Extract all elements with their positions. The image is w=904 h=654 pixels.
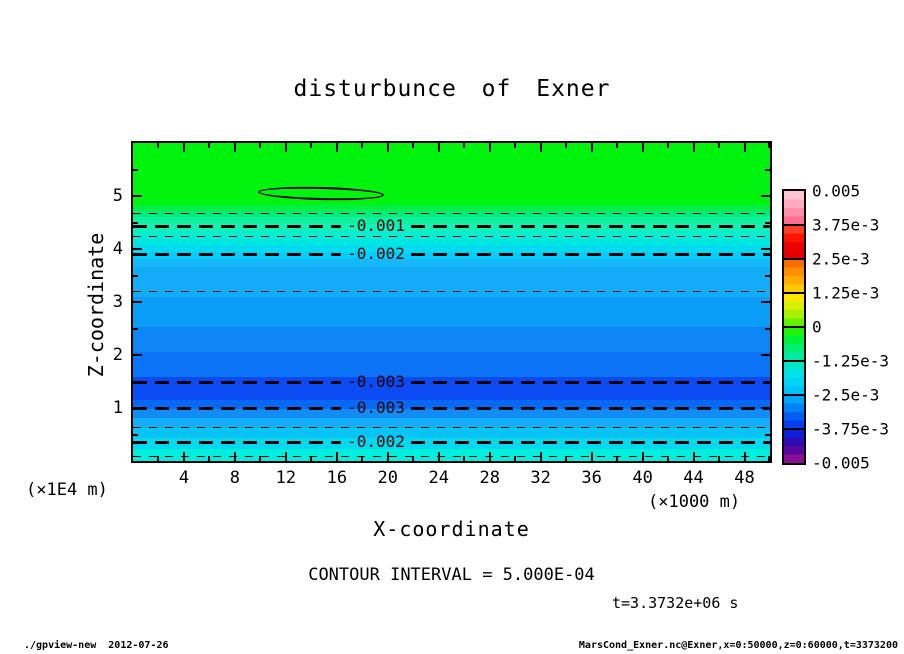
axis-tick xyxy=(234,143,236,152)
contour-line xyxy=(133,456,770,457)
y-tick-label: 5 xyxy=(112,186,123,206)
axis-tick xyxy=(133,275,138,277)
axis-tick xyxy=(133,301,142,303)
axis-tick xyxy=(157,143,159,148)
axis-tick xyxy=(133,169,138,171)
colorbar-tick-label: 3.75e-3 xyxy=(812,215,880,235)
axis-tick xyxy=(761,248,770,250)
contour-fill-field xyxy=(133,143,770,461)
contour-line xyxy=(133,407,341,410)
axis-tick xyxy=(540,143,542,152)
plot-area xyxy=(131,141,772,463)
axis-tick xyxy=(765,328,770,330)
colorbar-divider xyxy=(784,292,804,294)
contour-line xyxy=(133,253,341,256)
axis-tick xyxy=(133,381,138,383)
x-tick-label: 40 xyxy=(632,468,653,488)
axis-tick xyxy=(336,143,338,152)
y-tick-label: 3 xyxy=(112,292,123,312)
axis-tick xyxy=(133,222,138,224)
axis-tick xyxy=(667,143,669,148)
axis-tick xyxy=(208,143,210,148)
contour-line xyxy=(411,441,770,444)
axis-tick xyxy=(133,354,142,356)
axis-tick xyxy=(514,143,516,148)
x-tick-label: 32 xyxy=(530,468,551,488)
colorbar-tick-label: -0.005 xyxy=(812,453,870,473)
axis-tick xyxy=(133,434,138,436)
axis-tick xyxy=(642,452,644,461)
contour-line xyxy=(411,253,770,256)
axis-tick xyxy=(183,143,185,152)
axis-tick xyxy=(133,328,138,330)
x-tick-label: 20 xyxy=(377,468,399,488)
axis-tick xyxy=(591,452,593,461)
y-axis-unit: (×1E4 m) xyxy=(26,480,108,500)
contour-line xyxy=(133,427,770,428)
contour-line xyxy=(411,407,770,410)
axis-tick xyxy=(157,456,159,461)
y-tick-label: 2 xyxy=(112,345,123,365)
axis-tick xyxy=(489,452,491,461)
axis-tick xyxy=(310,456,312,461)
colorbar-divider xyxy=(784,428,804,430)
x-tick-label: 16 xyxy=(326,468,348,488)
time-caption: t=3.3732e+06 s xyxy=(612,594,739,612)
x-tick-label: 12 xyxy=(275,468,297,488)
contour-line xyxy=(133,236,770,237)
contour-label: -0.003 xyxy=(347,398,405,417)
contour-label: -0.003 xyxy=(347,372,405,391)
axis-tick xyxy=(693,452,695,461)
axis-tick xyxy=(438,452,440,461)
contour-label: -0.001 xyxy=(347,216,405,235)
x-tick-label: 36 xyxy=(581,468,602,488)
contour-line xyxy=(133,213,770,214)
axis-tick xyxy=(361,143,363,148)
axis-tick xyxy=(761,195,770,197)
axis-tick xyxy=(744,143,746,152)
y-tick-label: 4 xyxy=(112,239,123,259)
axis-tick xyxy=(616,456,618,461)
colorbar-divider xyxy=(784,360,804,362)
axis-tick xyxy=(718,143,720,148)
axis-tick xyxy=(765,275,770,277)
x-tick-label: 28 xyxy=(479,468,500,488)
colorbar-tick-label: 1.25e-3 xyxy=(812,283,880,303)
x-tick-label: 8 xyxy=(229,468,241,488)
axis-tick xyxy=(463,143,465,148)
colorbar-divider xyxy=(784,258,804,260)
colorbar-tick-label: 0.005 xyxy=(812,181,861,201)
axis-tick xyxy=(387,143,389,152)
axis-tick xyxy=(565,143,567,148)
axis-tick xyxy=(259,143,261,148)
colorbar-divider xyxy=(784,394,804,396)
axis-tick xyxy=(285,452,287,461)
axis-tick xyxy=(336,452,338,461)
axis-tick xyxy=(489,143,491,152)
x-tick-label: 44 xyxy=(683,468,704,488)
colorbar-tick-label: -3.75e-3 xyxy=(812,419,890,439)
axis-tick xyxy=(718,456,720,461)
y-tick-label: 1 xyxy=(112,398,123,418)
axis-tick xyxy=(412,456,414,461)
axis-tick xyxy=(133,407,142,409)
axis-tick xyxy=(765,222,770,224)
colorbar-tick-label: 2.5e-3 xyxy=(812,249,870,269)
x-tick-label: 48 xyxy=(734,468,755,488)
axis-tick xyxy=(183,452,185,461)
x-tick-label: 4 xyxy=(178,468,190,488)
colorbar-tick-label: -2.5e-3 xyxy=(812,385,880,405)
axis-tick xyxy=(463,456,465,461)
axis-tick xyxy=(133,195,142,197)
contour-line xyxy=(133,291,770,292)
axis-tick xyxy=(768,456,770,461)
colorbar-tick-label: 0 xyxy=(812,317,822,337)
axis-tick xyxy=(514,456,516,461)
colorbar-tick-label: -1.25e-3 xyxy=(812,351,890,371)
axis-tick xyxy=(540,452,542,461)
footer-datasource: MarsCond_Exner.nc@Exner,x=0:50000,z=0:60000,t=3373200 xyxy=(578,640,898,651)
axis-tick xyxy=(259,456,261,461)
axis-tick xyxy=(765,434,770,436)
contour-interval-caption: CONTOUR INTERVAL = 5.000E-04 xyxy=(308,565,595,585)
contour-line xyxy=(133,381,341,384)
axis-tick xyxy=(234,452,236,461)
footer-command-date: ./gpview-new 2012-07-26 xyxy=(24,640,169,651)
axis-tick xyxy=(208,456,210,461)
axis-tick xyxy=(133,248,142,250)
axis-tick xyxy=(642,143,644,152)
plot-title: disturbunce of Exner xyxy=(293,76,611,102)
axis-tick xyxy=(761,301,770,303)
colorbar xyxy=(782,189,806,465)
axis-tick xyxy=(765,169,770,171)
contour-line xyxy=(133,225,341,228)
axis-tick xyxy=(285,143,287,152)
contour-label: -0.002 xyxy=(347,432,405,451)
contour-line xyxy=(411,381,770,384)
axis-tick xyxy=(616,143,618,148)
y-axis-title: Z-coordinate xyxy=(84,232,108,378)
contour-line xyxy=(411,225,770,228)
contour-line xyxy=(133,441,341,444)
axis-tick xyxy=(412,143,414,148)
axis-tick xyxy=(310,143,312,148)
axis-tick xyxy=(565,456,567,461)
axis-tick xyxy=(591,143,593,152)
axis-tick xyxy=(765,381,770,383)
axis-tick xyxy=(761,354,770,356)
axis-tick xyxy=(361,456,363,461)
axis-tick xyxy=(744,452,746,461)
x-axis-unit: (×1000 m) xyxy=(648,492,741,512)
axis-tick xyxy=(761,407,770,409)
x-tick-label: 24 xyxy=(428,468,449,488)
x-axis-title: X-coordinate xyxy=(373,517,530,541)
axis-tick xyxy=(768,143,770,148)
axis-tick xyxy=(693,143,695,152)
axis-tick xyxy=(387,452,389,461)
axis-tick xyxy=(667,456,669,461)
axis-tick xyxy=(438,143,440,152)
contour-label: -0.002 xyxy=(347,244,405,263)
colorbar-divider xyxy=(784,326,804,328)
colorbar-divider xyxy=(784,224,804,226)
